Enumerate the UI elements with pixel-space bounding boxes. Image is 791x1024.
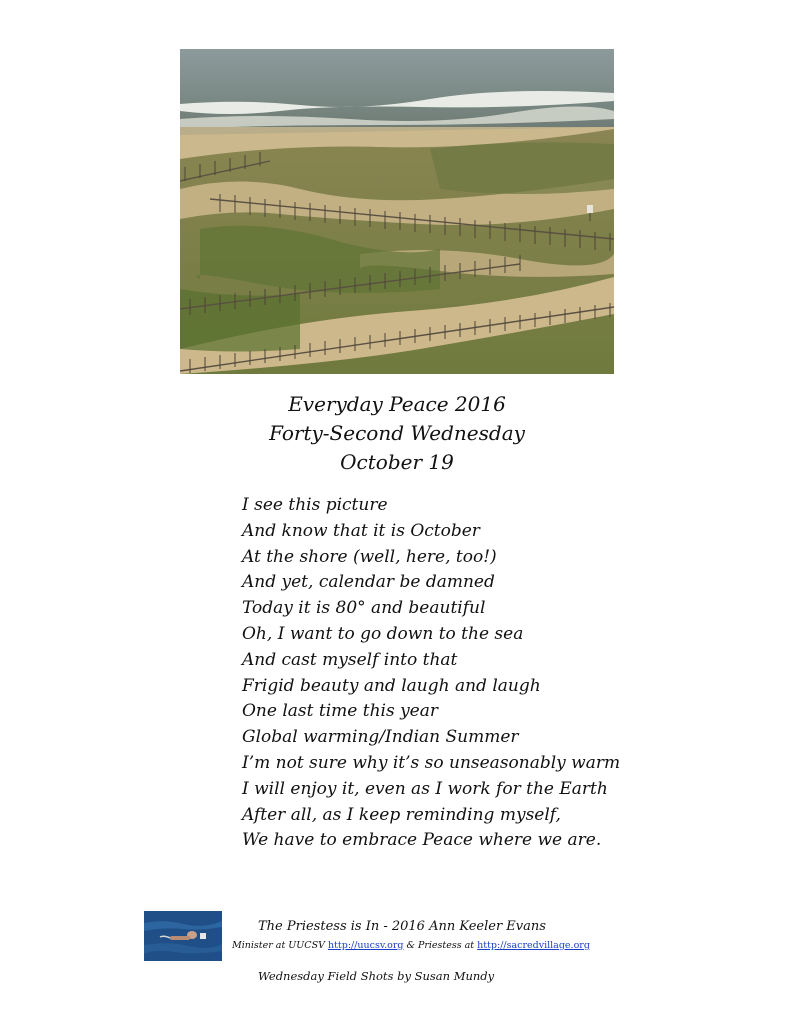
poem bbox=[242, 493, 642, 854]
poem-line: Frigid beauty and laugh and laugh bbox=[242, 675, 541, 696]
poem-line: Today it is 80° and beautiful bbox=[242, 598, 486, 619]
poem-line: We have to embrace Peace where we are. bbox=[242, 830, 602, 851]
swimmer-photo bbox=[144, 911, 222, 961]
poem-line: I’m not sure why it’s so unseasonably warm bbox=[242, 752, 621, 773]
footer-author-line: The Priestess is In - 2016 Ann Keeler Evans bbox=[258, 919, 546, 934]
poem-line: Oh, I want to go down to the sea bbox=[242, 623, 524, 644]
beach-dunes-photo bbox=[180, 49, 614, 374]
poem-line: And know that it is October bbox=[242, 520, 480, 541]
footer-minister-text: Minister at UUCSV bbox=[232, 940, 328, 951]
page-date: October 19 bbox=[340, 450, 454, 474]
poem-line: And cast myself into that bbox=[242, 649, 458, 670]
photo-credit: Wednesday Field Shots by Susan Mundy bbox=[258, 969, 495, 983]
poem-line: One last time this year bbox=[242, 701, 439, 722]
page-subtitle: Forty-Second Wednesday bbox=[269, 421, 525, 445]
poem-line: I will enjoy it, even as I work for the Earth bbox=[242, 778, 608, 799]
footer-priestess-text: & Priestess at bbox=[403, 940, 478, 951]
poem-line: Global warming/Indian Summer bbox=[242, 727, 519, 748]
poem-line: After all, as I keep reminding myself, bbox=[242, 804, 561, 825]
page-title: Everyday Peace 2016 bbox=[288, 392, 506, 416]
poem-line: And yet, calendar be damned bbox=[242, 572, 495, 593]
poem-line: At the shore (well, here, too!) bbox=[242, 546, 497, 567]
uucsv-link[interactable]: http://uucsv.org bbox=[327, 940, 404, 951]
sacredvillage-link[interactable]: http://sacredvillage.org bbox=[477, 940, 590, 951]
title-block bbox=[180, 390, 614, 477]
poem-line: I see this picture bbox=[242, 495, 388, 515]
footer-links-line bbox=[232, 940, 590, 951]
